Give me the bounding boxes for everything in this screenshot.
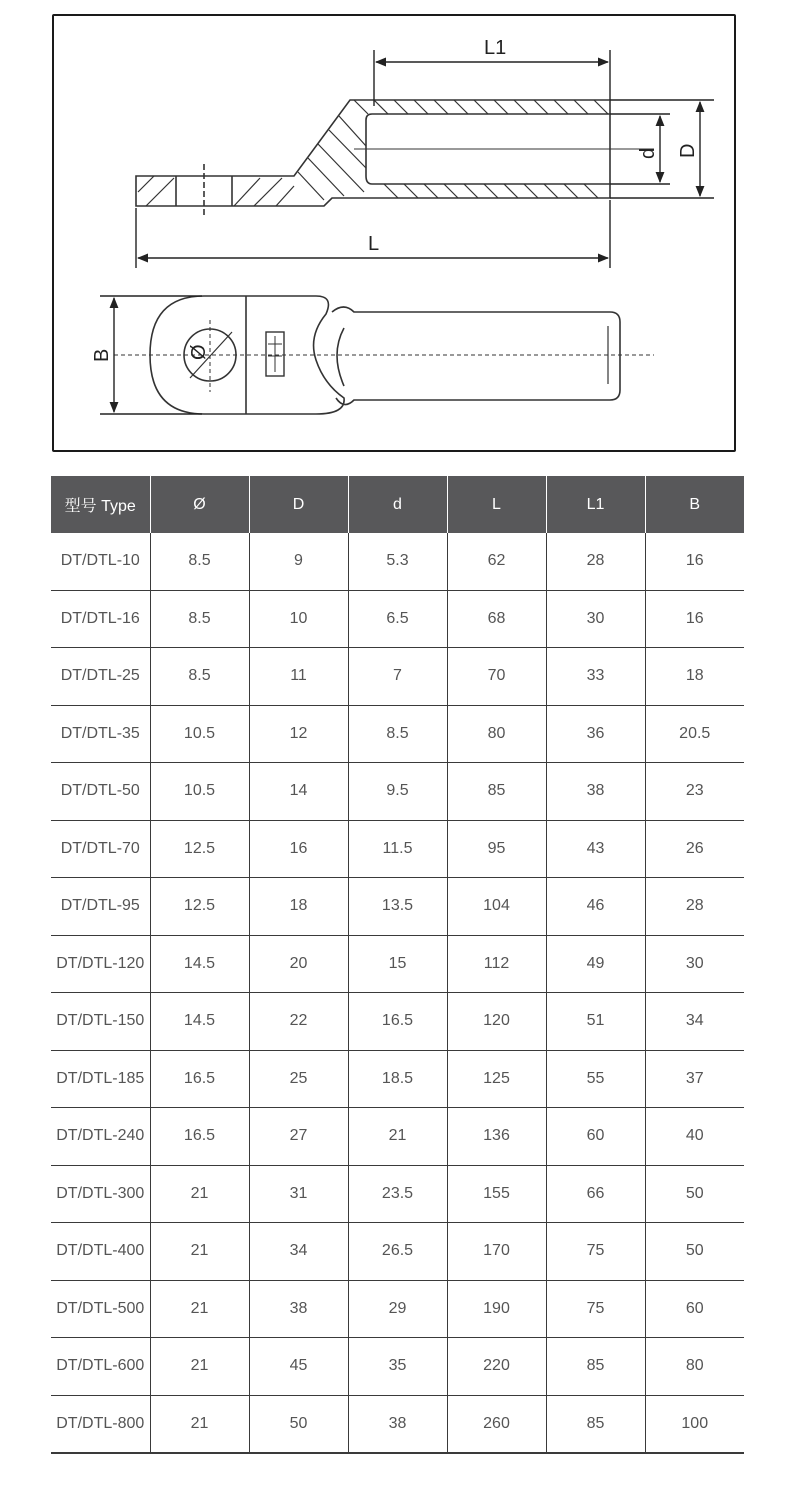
cell-width: 18 [645,648,744,706]
label-D: D [677,143,699,158]
cell-width: 30 [645,935,744,993]
table-row [51,1108,744,1166]
cell-width: 100 [645,1395,744,1453]
cell-width: 60 [645,1280,744,1338]
cell-width: 16 [645,590,744,648]
cell-hole-diameter: 14.5 [150,935,249,993]
cell-barrel-length: 75 [546,1280,645,1338]
cell-outer-diameter: 12 [249,705,348,763]
cell-width: 80 [645,1338,744,1396]
cell-type: DT/DTL-120 [51,935,150,993]
cell-width: 23 [645,763,744,821]
cell-length: 80 [447,705,546,763]
cell-type: DT/DTL-600 [51,1338,150,1396]
cell-length: 104 [447,878,546,936]
cell-outer-diameter: 31 [249,1165,348,1223]
cell-length: 62 [447,533,546,590]
cell-length: 220 [447,1338,546,1396]
cell-type: DT/DTL-800 [51,1395,150,1453]
table-row [51,993,744,1051]
cell-type: DT/DTL-35 [51,705,150,763]
cell-hole-diameter: 21 [150,1165,249,1223]
cell-outer-diameter: 20 [249,935,348,993]
cell-length: 120 [447,993,546,1051]
cell-inner-diameter: 13.5 [348,878,447,936]
cell-hole-diameter: 21 [150,1395,249,1453]
header-hole-diameter: Ø [150,476,249,533]
cell-barrel-length: 85 [546,1395,645,1453]
cell-length: 170 [447,1223,546,1281]
cell-width: 37 [645,1050,744,1108]
cell-barrel-length: 60 [546,1108,645,1166]
cell-outer-diameter: 11 [249,648,348,706]
cell-type: DT/DTL-240 [51,1108,150,1166]
label-L: L [368,233,380,255]
table-row [51,648,744,706]
table-row [51,1165,744,1223]
cell-inner-diameter: 9.5 [348,763,447,821]
cell-length: 95 [447,820,546,878]
cell-outer-diameter: 18 [249,878,348,936]
cell-type: DT/DTL-500 [51,1280,150,1338]
cell-barrel-length: 49 [546,935,645,993]
cell-length: 136 [447,1108,546,1166]
cell-length: 85 [447,763,546,821]
cell-barrel-length: 75 [546,1223,645,1281]
label-d: d [637,147,659,159]
cell-outer-diameter: 9 [249,533,348,590]
cell-width: 50 [645,1165,744,1223]
table-row [51,1280,744,1338]
cell-width: 26 [645,820,744,878]
table-row [51,1223,744,1281]
cell-type: DT/DTL-50 [51,763,150,821]
cell-inner-diameter: 26.5 [348,1223,447,1281]
cell-barrel-length: 85 [546,1338,645,1396]
cell-hole-diameter: 21 [150,1280,249,1338]
spec-table [51,476,744,1454]
cell-type: DT/DTL-185 [51,1050,150,1108]
technical-drawing-frame [52,14,736,452]
cell-barrel-length: 38 [546,763,645,821]
cell-barrel-length: 43 [546,820,645,878]
cell-barrel-length: 28 [546,533,645,590]
table-row [51,1395,744,1453]
cell-length: 112 [447,935,546,993]
cell-barrel-length: 30 [546,590,645,648]
cell-hole-diameter: 8.5 [150,533,249,590]
cell-type: DT/DTL-16 [51,590,150,648]
cell-length: 190 [447,1280,546,1338]
cell-inner-diameter: 21 [348,1108,447,1166]
cell-length: 70 [447,648,546,706]
cell-width: 16 [645,533,744,590]
cell-inner-diameter: 38 [348,1395,447,1453]
cell-type: DT/DTL-400 [51,1223,150,1281]
cell-inner-diameter: 15 [348,935,447,993]
cell-hole-diameter: 12.5 [150,878,249,936]
side-view [136,100,654,218]
table-row [51,705,744,763]
cell-barrel-length: 33 [546,648,645,706]
cell-type: DT/DTL-95 [51,878,150,936]
cell-hole-diameter: 16.5 [150,1050,249,1108]
cell-barrel-length: 66 [546,1165,645,1223]
cell-inner-diameter: 29 [348,1280,447,1338]
cell-inner-diameter: 18.5 [348,1050,447,1108]
cell-barrel-length: 51 [546,993,645,1051]
table-row [51,1338,744,1396]
cell-outer-diameter: 25 [249,1050,348,1108]
table-row [51,1050,744,1108]
cell-length: 68 [447,590,546,648]
cell-type: DT/DTL-150 [51,993,150,1051]
cell-type: DT/DTL-25 [51,648,150,706]
cell-outer-diameter: 14 [249,763,348,821]
cell-inner-diameter: 16.5 [348,993,447,1051]
cell-outer-diameter: 34 [249,1223,348,1281]
cell-hole-diameter: 14.5 [150,993,249,1051]
cell-outer-diameter: 22 [249,993,348,1051]
cell-inner-diameter: 7 [348,648,447,706]
table-row [51,590,744,648]
cell-outer-diameter: 16 [249,820,348,878]
header-inner-diameter: d [348,476,447,533]
header-outer-diameter: D [249,476,348,533]
cell-outer-diameter: 27 [249,1108,348,1166]
cell-hole-diameter: 10.5 [150,763,249,821]
cell-hole-diameter: 10.5 [150,705,249,763]
cell-type: DT/DTL-70 [51,820,150,878]
cell-inner-diameter: 23.5 [348,1165,447,1223]
cell-inner-diameter: 5.3 [348,533,447,590]
cell-width: 28 [645,878,744,936]
cell-barrel-length: 55 [546,1050,645,1108]
table-row [51,935,744,993]
cell-inner-diameter: 11.5 [348,820,447,878]
cell-length: 155 [447,1165,546,1223]
cell-outer-diameter: 45 [249,1338,348,1396]
cell-barrel-length: 36 [546,705,645,763]
table-row [51,878,744,936]
cell-width: 40 [645,1108,744,1166]
cell-hole-diameter: 16.5 [150,1108,249,1166]
cell-width: 20.5 [645,705,744,763]
cell-outer-diameter: 50 [249,1395,348,1453]
cell-width: 34 [645,993,744,1051]
cell-outer-diameter: 10 [249,590,348,648]
header-type: 型号 Type [51,476,150,533]
cell-hole-diameter: 21 [150,1338,249,1396]
label-L1: L1 [484,37,507,59]
label-B: B [91,348,113,362]
header-barrel-length: L1 [546,476,645,533]
spec-table-header-row [51,476,744,533]
cell-outer-diameter: 38 [249,1280,348,1338]
cell-length: 260 [447,1395,546,1453]
spec-table-body [51,533,744,1453]
header-width: B [645,476,744,533]
cell-hole-diameter: 12.5 [150,820,249,878]
table-row [51,533,744,590]
cell-hole-diameter: 21 [150,1223,249,1281]
cell-hole-diameter: 8.5 [150,590,249,648]
cell-type: DT/DTL-10 [51,533,150,590]
cable-lug-drawing [54,16,738,454]
cell-width: 50 [645,1223,744,1281]
cell-inner-diameter: 6.5 [348,590,447,648]
table-row [51,763,744,821]
cell-inner-diameter: 8.5 [348,705,447,763]
cell-barrel-length: 46 [546,878,645,936]
cell-type: DT/DTL-300 [51,1165,150,1223]
cell-length: 125 [447,1050,546,1108]
header-length: L [447,476,546,533]
cell-inner-diameter: 35 [348,1338,447,1396]
table-row [51,820,744,878]
cell-hole-diameter: 8.5 [150,648,249,706]
label-phi: Ø [188,344,210,360]
